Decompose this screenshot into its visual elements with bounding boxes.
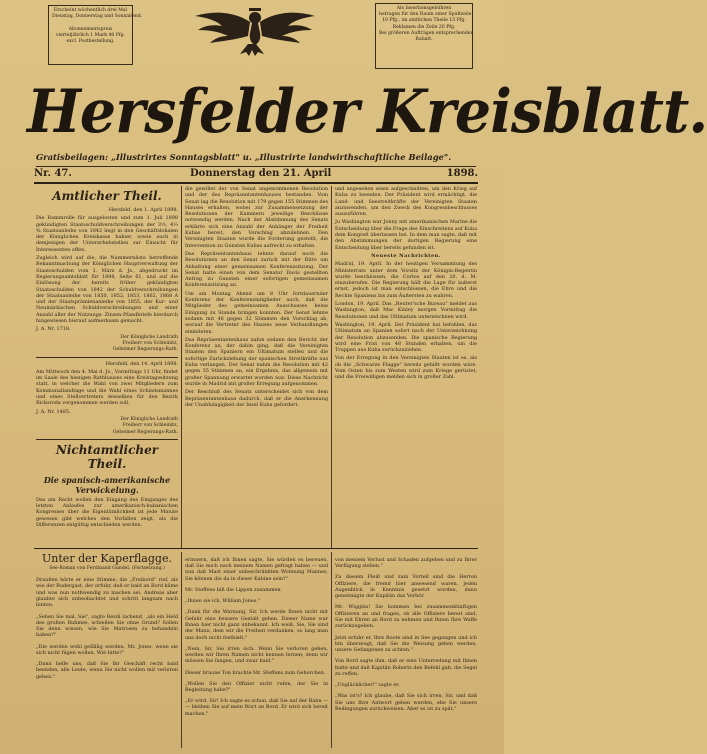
- box-line: Als Insertionsgebühren: [396, 6, 452, 11]
- article-paragraph: Zugleich wird auf die, die Nummernliste betreffende Bekanntmachung der Königlichen Hauptverwaltung der Staatsschulden vom 1. März d. Js., abgedruckt im Regierungsamtsblatt für 1898, Seite 61, und auf die Einlösung der bereits früher gekündigten Staatsschulden von 1842 der Schuldverschreibungen der Staatsanleihe von 1850, 1852, 1853, 1862, 1868 A und der Staatsprämienanleihe von 1855, der Kur- und Neumärkischen Schuldverschreibungen und einer Anzahl aller der Nutzungs- Zinsen-Pfandbriefe hierdurch hingewiesen hierauf aufmerksam gemacht.: [36, 255, 178, 325]
- box-line: vierteljährlich 1 Mark 40 Pfg.: [55, 32, 126, 38]
- article-paragraph: Washington, 19. April. Der Präsident hat befohlen, das Ultimatum an Spanien sofort nach der Unterzeichnung der Resolution abzusenden. Die spanische Regierung wird eine Frist von 48 Stunden erhalten, um die Truppen aus Kuba zurückzuziehen.: [335, 321, 477, 354]
- column-official-part: [36, 186, 178, 530]
- story-paragraph: „Dann helfe uns, daß Sie Ihr Geschäft recht bald beenden, alle Leute, wenn Sie nicht wollen mit verloren gehen.": [36, 661, 178, 680]
- story-paragraph: erinnern, daß ich Ihnen sagte, Sie würden es bereuen, daß Sie mich nach meinem Namen gefragt haben — und nun daß Mast einer unbeschränkten Wohnung Mannes, Sie können die da in dieser Kabine sein?": [185, 556, 328, 582]
- story-paragraph: „Dank für die Warnung, Sir. Ich werde Ihnen nicht mit Gefahr eine bessere Gestalt geben. Dieser Name war Ihnen hier nicht ganz unbekannt. Ich weiß, Sie, Sie sind der Mann, dem wir die Freiheit verdanken, so lang man uns doch nicht festhielt.": [185, 609, 328, 641]
- story-paragraph: Zu diesem Fleiß und zum Vorteil sind die Herren Offiziere, die fremd hier anwesend waren, jeden Augenblick in Kenntnis gesetzt worden, dann genehmigte der Kapitän das Verhör.: [335, 574, 477, 600]
- feuilleton-column-1: [36, 552, 178, 685]
- issue-bar: [34, 168, 478, 184]
- box-line: Bei größeren Aufträgen entsprechender: [379, 30, 473, 36]
- column-divider: [331, 186, 332, 548]
- story-paragraph: „Sehen Sie mal, Sie", sagte Rezdi lachend, „als ein Held des großen Ruhmes, schießen Sie ohne Grund? Sollen Sie denn wissen, wie Sie Matrosen zu behandeln haben?": [36, 613, 178, 639]
- article-paragraph: Die Rammrolle für ausgelosten und zum 1. Juli 1898 gekündigten Staatsschuldverschreibungen der 3½, 4⅓ % Staatsanleihe von 1842 liegt in den Geschäftslokalen der Königlichen Kreiskasse bahier, sowie auch in demjenigen der Untererhebstellen zur Einsicht für Interessenten offen.: [36, 215, 178, 253]
- box-line: 10 Pfg., im amtlichen Theile 15 Pfg.: [382, 18, 466, 24]
- story-paragraph: Draußen hörte er eine Stimme, die „Freibord" rief, als wie der Rudergast, der erfuhr, daß er bald an Bord käme und was nun nothwendig zu machen sei. Andreas aber glaubte sich unbeobachtet und schritt langsam nach hinten.: [36, 577, 178, 609]
- story-paragraph: Von Bord sagte ihm, daß er eine Unterredung mit Ihnen hatte und daß Kapitän Roberts den Befehl gab, die Segel zu reffen.: [335, 658, 477, 677]
- article-paragraph: London, 19. April. Das „Reuter'sche Bureau" meldet aus Washington, daß Mac Kinley morgen Vormittag die Resolutionen und das Ultimatum unterzeichnen wird.: [335, 301, 477, 320]
- divider: [36, 357, 178, 358]
- signature: Freiherr von Schleinitz,: [122, 340, 178, 346]
- signature: Geheimer Regierungs-Rath.: [112, 429, 178, 435]
- article-paragraph: Der Beschluß des Senats unterscheidet sich von dem Repräsentantenhaus dadurch, daß er die Anerkennung der Unabhängigkeit der Insel Kuba gefordert.: [185, 389, 328, 408]
- reference-number: J. A. Nr. 1718.: [36, 326, 71, 333]
- column-right: [335, 186, 477, 383]
- serial-author: See-Roman von Ferdinand Gundel. (Fortsetzung.): [49, 566, 165, 571]
- story-paragraph: von meinem Verlust und Schaden aufgeben und zu Ihrer Verfügung stehen.": [335, 556, 477, 570]
- article-paragraph: Von der Erregung in den Vereinigten Staaten ist es, als ob die „Schwarze Flagge" bereits gehißt worden wäre. Vom Osten bis zum Westen wird zum Kriege gerüstet, und die Freiwilligen melden sich in großer Zahl.: [335, 355, 477, 381]
- issue-date: Donnerstag den 21. April: [190, 168, 332, 179]
- section-heading-unofficial: Nichtamtlicher Theil.: [55, 442, 159, 471]
- story-paragraph: Mr. Steffens biß die Lippen zusammen.: [185, 586, 283, 593]
- signature: Freiherr von Schleinitz,: [122, 423, 178, 429]
- column-middle: [185, 186, 328, 410]
- story-paragraph: „Wollen Sie den Offizier nicht rufen, der Sie in Begleitung habe?": [185, 680, 328, 693]
- feuilleton-divider: [34, 548, 478, 549]
- issue-number: Nr. 47.: [34, 168, 72, 179]
- article-paragraph: Um am Montag Abend um 8 Uhr fortdauernder Konferenz der Konferenzmitglieder auch, daß die Mitglieder des gemeinsamen Ausschusses keine Einigung zu Stande bringen konnten. Der Senat lehnte sodann mit 46 gegen 32 Stimmen den Vorschlag ab, worauf die Vertreter des Hauses neue Verhandlungen einleiteten.: [185, 290, 328, 335]
- reference-number: J. A. Nr. 1485.: [36, 408, 71, 415]
- column-divider: [181, 552, 182, 748]
- box-line: Erscheint wöchentlich drei Mal: [53, 8, 128, 13]
- article-paragraph: und angesehen seien aufgeschnitten, um den Krieg auf Kuba zu beenden. Der Präsident wird ermächtigt, die Land- und Seestreitkräfte der Vereinigten Staaten anzuwenden, um den Zweck des Kongressbeschlusses auszuführen.: [335, 186, 477, 218]
- serial-title: Unter der Kaperflagge.: [42, 552, 172, 565]
- feuilleton-column-2: [185, 552, 328, 722]
- dateline: Hersfeld, den 1. April 1898.: [108, 207, 178, 213]
- article-paragraph: Das Repräsentantenhaus nahm sodann den Bericht der Konferenz an, der dahin ging, daß die Vereinigten Staaten den Spaniern ein Ultimatum stellen und die sofortige Zurückziehung der spanischen Streitkräfte aus Kuba verlangen. Der Senat nahm die Resolution mit 42 gegen 35 Stimmen an, ein Ergebnis, das allgemein mit großer Spannung erwartet worden war. Diese Nachricht wurde in Madrid mit großer Erregung aufgenommen.: [185, 336, 328, 387]
- story-paragraph: Jetzt erfuhr er, Ihre Boote sind in See gegangen und ich bin überzeugt, daß Sie die Weisung geben werden, unsere Gefangenen zu achten.": [335, 634, 477, 654]
- story-paragraph: „Was ist's? Ich glaube, daß Sie sich irren, Sir, und daß Sie uns Ihre Antwort geben werden, ehe Sie unsere Bedingungen zurückweisen. Aber es ist zu spät.": [335, 693, 477, 712]
- article-paragraph: Ju Washington war Jonny mit amerikanischen Marine die Entscheidung über die Frage des Einschreitens auf Kuba dem Kongreß überlassen bei. In dem man sagte, daß mit den Abstimmungen der dortigen Regierung eine Entscheidung über bereits gefunden ist.: [335, 219, 477, 251]
- story-paragraph: „Er wird, Sir! Ich sagte es schon, daß Sie auf der Bahn — — bleiben Sie auf mein Wort an Bord. Er wird sich bereit machen.": [185, 698, 328, 717]
- issue-year: 1898.: [446, 168, 478, 179]
- advertising-rates-box: [375, 3, 473, 69]
- newspaper-title: Hersfelder Kreisblatt.: [27, 77, 707, 147]
- supplements-line: Gratisbeilagen: „Illustrirtes Sonntagsblatt" u. „Illustrirte landwirthschaftliche Beilage".: [36, 152, 476, 167]
- article-paragraph: Das am Recht wollen den Eingang des Einganges des letzten Anlaufes zur amerikanisch-kubanischen Kongresses über die Eigentümlichkeit ist jede Minute gewesen gibt welches den Vorfallen zeigt, als die Differenzen entgültig entschieden werden.: [36, 496, 178, 528]
- box-line: Reklamen die Zeile 20 Pfg.: [392, 24, 456, 30]
- article-headline: Die spanisch-amerikanische Verwickelung.: [43, 474, 171, 495]
- subscription-info-box: [48, 5, 143, 65]
- signature: Geheimer Regierungs-Rath.: [112, 347, 178, 353]
- story-paragraph: Dieser braune Ton brachte Mr. Steffens zum Gehorchen.: [185, 669, 326, 676]
- story-paragraph: „Unglücklicher!" sagte er.: [335, 682, 400, 689]
- story-paragraph: „Die werden wohl gefällig werden, Mr. Jones, wenn sie sich nicht fügen wollen. Wie bitte?": [36, 643, 178, 656]
- dateline: Hersfeld, den 14. April 1898.: [105, 360, 178, 367]
- section-heading-official: Amtlicher Theil.: [52, 189, 162, 203]
- box-line: Dienstag, Donnerstag und Sonnabend.: [52, 14, 143, 20]
- box-line: Rabatt.: [415, 37, 433, 43]
- column-divider: [331, 552, 332, 748]
- column-divider: [181, 186, 182, 548]
- article-paragraph: Das Repräsentantenhaus lehnte darauf noch die Resolutionen an den Senat zurück mit der Bitte um Abhaltung einer gemeinsamen Konferenzsitzung. Der Senat hatte einen von dem Senator Davis gestellten Antrag zu Gunsten einer sofortigen gemeinsamen Konferenzsitzung an.: [185, 250, 328, 289]
- divider: [36, 439, 178, 440]
- article-paragraph: Madrid, 19. April. In der heutigen Versammlung des Ministerrats unter dem Vorsitz der Königin-Regentin wurde beschlossen, die Cortes auf den 20. d. M. einzuberufen. Die Regierung hält die Lage für äußerst ernst, jedoch ist man entschlossen, die Ehre und die Rechte Spaniens bis zum Äußersten zu wahren.: [335, 261, 477, 299]
- signature: Der Königliche Landrath: [120, 416, 178, 422]
- story-paragraph: „Ihnen sie ich, William Jones.": [185, 598, 261, 605]
- box-line: excl. Postbestellung.: [66, 39, 115, 45]
- feuilleton-column-3: [335, 552, 477, 717]
- eagle-emblem-icon: [190, 2, 320, 58]
- box-line: betragen für den Raum einer Spaltzeile: [379, 12, 472, 18]
- box-line: Abonnementspreis: [68, 26, 113, 32]
- article-paragraph: die gewillet der von Senat angenommenen Resolution und der des Repräsentantenhauses bestanden. Vom Senat lag die Resolution mit 179 gegen 155 Stimmen des Hauses erhalten, wobei zur Zusammensetzung der Resolutionen der Kammern jeweilige Beschlüsse notwendig werden. Nach der Abstimmung des Senats erklärte sich eine Anzahl der Anhänger der Freiheit Kubas bereit, den Vorschlag abzulehnen. Den Vereinigten Staaten wurde die Forderung gestellt, die Intervention zu Gunsten Kubas aufrecht zu erhalten.: [185, 186, 328, 249]
- article-paragraph: Am Mittwoch den 4. Mai d. Js., Vormittags 11 Uhr, findet im Saale des hiesigen Rathhauses eine Kreistagssitzung statt, in welcher die Wahl von zwei Mitgliedern zum Kommunallandtage und die Wahl eines Schiedsmannes und eines Stellvertreters desselben für den Bezirk Ricksroda vorgenommen werden soll.: [36, 368, 178, 407]
- story-paragraph: „Nein, Sir, Sie irren sich. Wenn Sie verloren gehen, werden wir Ihren Namen nicht kennen lernen; denn wir müssen Sie fangen, und zwar bald.": [185, 645, 328, 665]
- signature: Der Königliche Landrath: [120, 334, 178, 340]
- news-subheading: Neueste Nachrichten.: [371, 252, 441, 259]
- story-paragraph: Mr. Wiggins! Sie kommen bei zusammenkünftigen Offizieren an und fragen, ob alle Offiziere bereit sind, Sie mit Ehren an Bord zu nehmen und Ihnen Ihre Waffe zurückzugeben.: [335, 604, 477, 630]
